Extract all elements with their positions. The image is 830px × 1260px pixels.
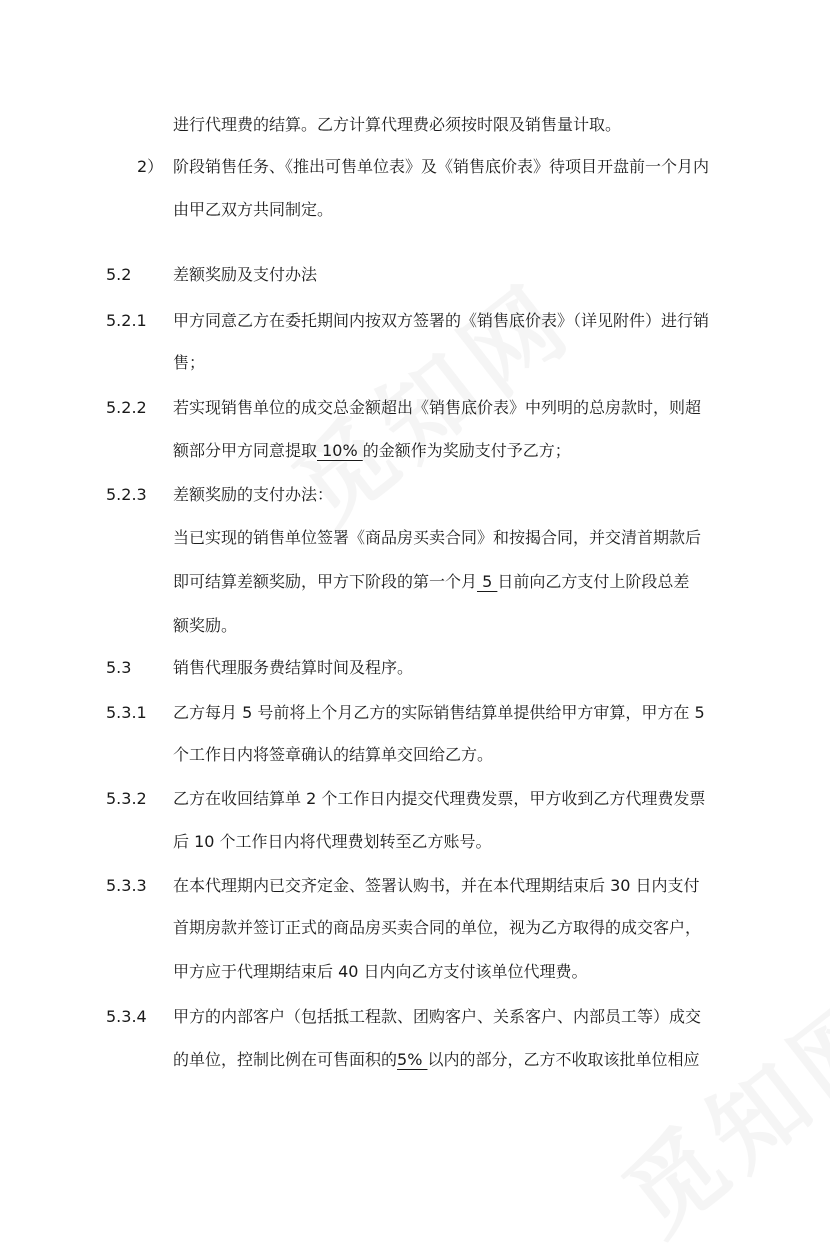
paragraph-line: 甲方同意乙方在委托期间内按双方签署的《销售底价表》（详见附件）进行销 xyxy=(173,311,710,330)
section-number: 5.3 xyxy=(106,658,132,677)
underlined-value: 5% xyxy=(397,1050,428,1069)
text-segment: 额部分甲方同意提取 xyxy=(173,441,318,460)
text-segment: 的金额作为奖励支付予乙方； xyxy=(362,441,571,460)
section-title: 销售代理服务费结算时间及程序。 xyxy=(173,658,414,677)
section-title: 差额奖励的支付办法： xyxy=(173,485,334,504)
paragraph-line: 甲方的内部客户（包括抵工程款、团购客户、关系客户、内部员工等）成交 xyxy=(173,1007,702,1026)
paragraph-line: 进行代理费的结算。乙方计算代理费必须按时限及销售量计取。 xyxy=(173,115,622,134)
section-number: 5.3.4 xyxy=(106,1007,147,1026)
underlined-value: 5 xyxy=(477,572,498,591)
text-segment: 以内的部分，乙方不收取该批单位相应 xyxy=(427,1050,700,1069)
paragraph-line: 乙方在收回结算单 2 个工作日内提交代理费发票，甲方收到乙方代理费发票 xyxy=(173,789,706,808)
text-segment: 日前向乙方支付上阶段总差 xyxy=(497,572,690,591)
section-number: 5.2.1 xyxy=(106,311,147,330)
paragraph-line: 首期房款并签订正式的商品房买卖合同的单位，视为乙方取得的成交客户， xyxy=(173,918,702,937)
paragraph-line: 甲方应于代理期结束后 40 日内向乙方支付该单位代理费。 xyxy=(173,962,588,981)
paragraph-line: 阶段销售任务、《推出可售单位表》及《销售底价表》待项目开盘前一个月内 xyxy=(173,157,710,176)
text-segment: 即可结算差额奖励，甲方下阶段的第一个月 xyxy=(173,572,478,591)
section-number: 5.3.2 xyxy=(106,789,147,808)
paragraph-line: 当已实现的销售单位签署《商品房买卖合同》和按揭合同，并交清首期款后 xyxy=(173,528,702,547)
paragraph-line xyxy=(173,441,571,461)
paragraph-line: 额奖励。 xyxy=(173,616,238,635)
paragraph-line: 乙方每月 5 号前将上个月乙方的实际销售结算单提供给甲方审算，甲方在 5 xyxy=(173,703,705,722)
watermark-lower xyxy=(592,957,830,1260)
paragraph-line: 由甲乙双方共同制定。 xyxy=(173,200,334,219)
section-number: 5.2.3 xyxy=(106,485,147,504)
paragraph-line: 若实现销售单位的成交总金额超出《销售底价表》中列明的总房款时，则超 xyxy=(173,398,702,417)
section-number: 5.2 xyxy=(106,265,132,284)
section-number: 5.3.1 xyxy=(106,703,147,722)
item-number: 2） xyxy=(137,157,164,176)
section-number: 5.2.2 xyxy=(106,398,147,417)
section-title: 差额奖励及支付办法 xyxy=(173,265,318,284)
underlined-value: 10% xyxy=(317,441,363,460)
paragraph-line: 售； xyxy=(173,353,206,372)
text-segment: 的单位，控制比例在可售面积的 xyxy=(173,1050,398,1069)
paragraph-line: 个工作日内将签章确认的结算单交回给乙方。 xyxy=(173,745,494,764)
paragraph-line: 后 10 个工作日内将代理费划转至乙方账号。 xyxy=(173,832,492,851)
paragraph-line xyxy=(173,572,689,592)
paragraph-line xyxy=(173,1050,700,1070)
paragraph-line: 在本代理期内已交齐定金、签署认购书，并在本代理期结束后 30 日内支付 xyxy=(173,876,700,895)
section-number: 5.3.3 xyxy=(106,876,147,895)
